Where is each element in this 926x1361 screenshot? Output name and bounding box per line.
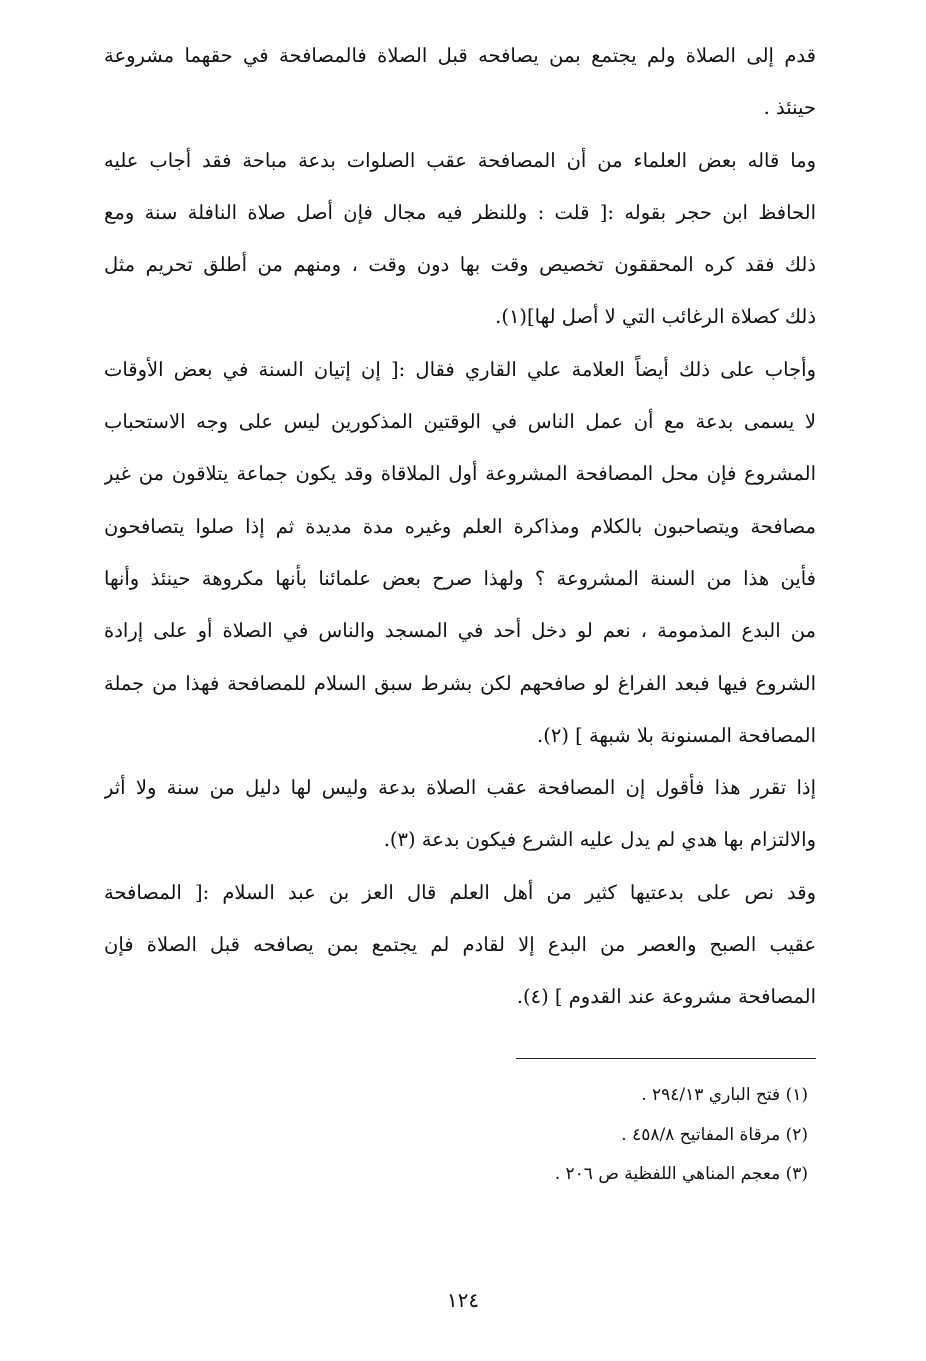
main-text	[104, 30, 816, 1024]
text-line: الشروع فيها فبعد الفراغ لو صافحهم لكن بشرط سبق السلام للمصافحة فهذا من جملة	[104, 671, 816, 695]
text-line: إذا تقرر هذا فأقول إن المصافحة عقب الصلاة بدعة وليس لها دليل من سنة ولا أثر	[104, 776, 816, 800]
text-line: الحافظ ابن حجر بقوله :[ قلت : وللنظر فيه مجال فإن أصل صلاة النافلة سنة ومع	[104, 200, 816, 224]
footnote: (١) فتح الباري ٢٩٤/١٣ .	[641, 1085, 808, 1105]
page-number: ١٢٤	[446, 1288, 480, 1312]
text-line: وأجاب على ذلك أيضاً العلامة علي القاري فقال :[ إن إتيان السنة في بعض الأوقات	[104, 357, 816, 381]
text-line: ذلك كصلاة الرغائب التي لا أصل لها](١).	[495, 305, 816, 329]
footnote-separator	[516, 1058, 816, 1059]
text-line: ذلك فقد كره المحققون تخصيص وقت بها دون وقت ، ومنهم من أطلق تحريم مثل	[104, 253, 816, 277]
footnote: (٣) معجم المناهي اللفظية ص ٢٠٦ .	[554, 1164, 808, 1184]
footnote: (٢) مرقاة المفاتيح ٤٥٨/٨ .	[621, 1124, 808, 1145]
text-line: عقيب الصبح والعصر من البدع إلا لقادم لم يجتمع بمن يصافحه قبل الصلاة فإن	[104, 933, 816, 957]
text-line: المصافحة مشروعة عند القدوم ] (٤).	[516, 985, 816, 1009]
text-line: حينئذ .	[763, 96, 816, 120]
text-line: وما قاله بعض العلماء من أن المصافحة عقب الصلوات بدعة مباحة فقد أجاب عليه	[104, 148, 816, 172]
text-line: وقد نص على بدعتيها كثير من أهل العلم قال العز بن عبد السلام :[ المصافحة	[104, 880, 816, 904]
text-line: المصافحة المسنونة بلا شبهة ] (٢).	[537, 723, 816, 747]
text-line: لا يسمى بدعة مع أن عمل الناس في الوقتين المذكورين ليس على وجه الاستحباب	[104, 410, 816, 434]
text-line: من البدع المذمومة ، نعم لو دخل أحد في المسجد والناس في الصلاة أو على إرادة	[104, 619, 816, 643]
text-line: مصافحة ويتصاحبون بالكلام ومذاكرة العلم وغيره مدة مديدة ثم إذا صلوا يتصافحون	[104, 514, 816, 538]
text-line: قدم إلى الصلاة ولم يجتمع بمن يصافحه قبل الصلاة فالمصافحة في حقهما مشروعة	[104, 44, 816, 67]
footnotes	[108, 1076, 808, 1195]
text-line: المشروع فإن محل المصافحة المشروعة أول الملاقاة وقد يكون جماعة يتلاقون من غير	[104, 462, 816, 486]
text-line: فأين هذا من السنة المشروعة ؟ ولهذا صرح بعض علمائنا بأنها مكروهة حينئذ وأنها	[104, 566, 816, 590]
text-line: والالتزام بها هدي لم يدل عليه الشرع فيكون بدعة (٣).	[383, 828, 816, 852]
